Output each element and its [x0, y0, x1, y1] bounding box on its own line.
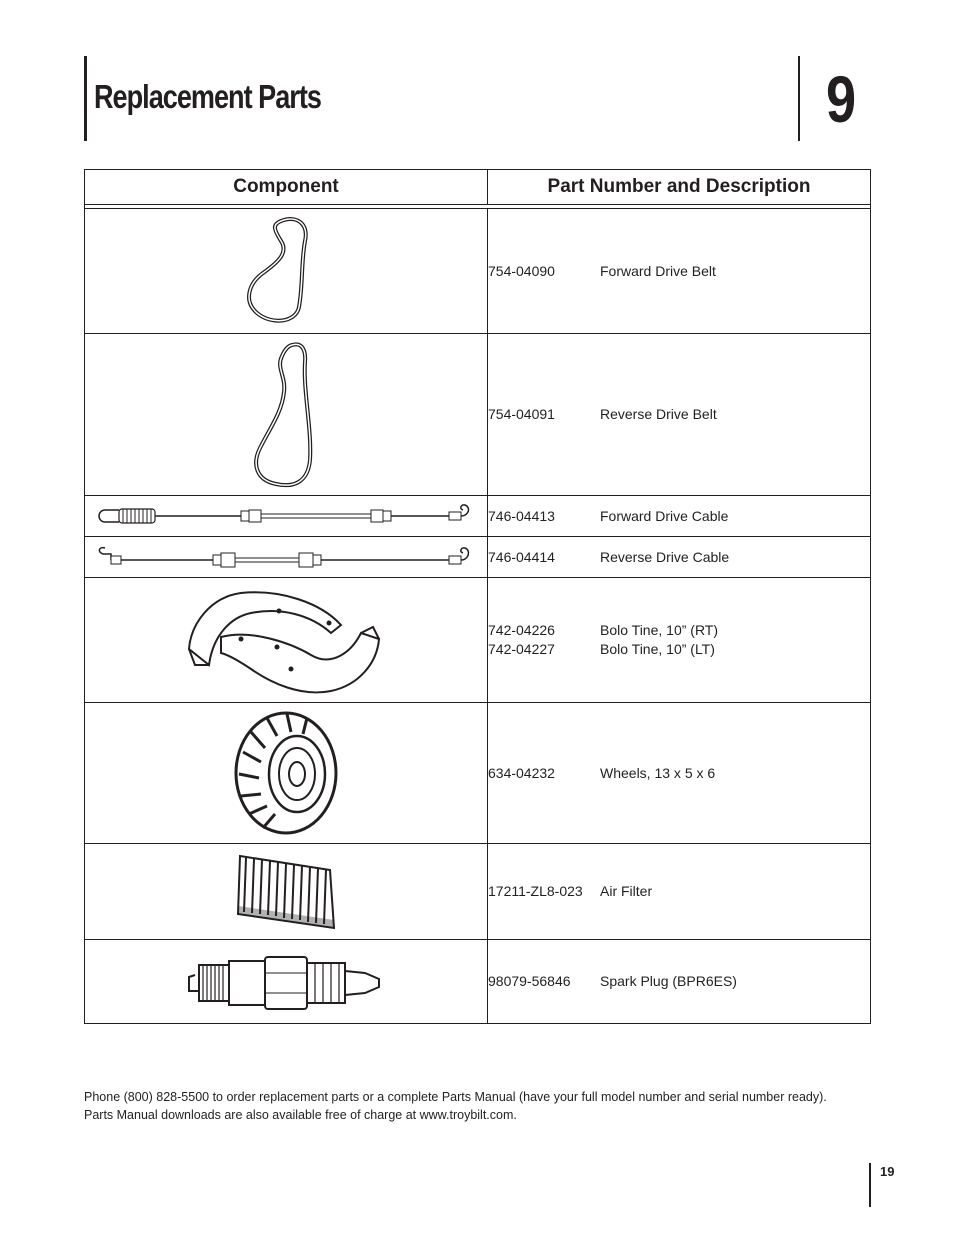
table-row	[85, 496, 871, 537]
component-cell	[85, 703, 488, 844]
page-number-rule	[869, 1163, 871, 1207]
wheel-icon	[231, 708, 341, 838]
part-description: Air Filter	[600, 883, 653, 899]
part-description: Spark Plug (BPR6ES)	[600, 973, 737, 989]
spark-plug-icon	[185, 947, 387, 1017]
part-line	[488, 764, 870, 783]
part-number: 742-04227	[488, 641, 555, 657]
part-line	[488, 507, 870, 526]
component-column-header: Component	[85, 170, 488, 205]
part-cell	[488, 496, 871, 537]
forward-drive-belt-icon	[241, 215, 331, 327]
part-cell	[488, 334, 871, 496]
part-description: Reverse Drive Belt	[600, 406, 717, 422]
component-cell	[85, 537, 488, 578]
part-column-header: Part Number and Description	[488, 170, 871, 205]
part-number: 634-04232	[488, 764, 555, 781]
air-filter-icon	[234, 852, 338, 932]
part-line	[488, 405, 870, 424]
part-line	[488, 640, 870, 659]
part-number: 746-04413	[488, 507, 555, 524]
part-description: Wheels, 13 x 5 x 6	[600, 764, 716, 781]
component-cell	[85, 209, 488, 334]
part-number: 754-04091	[488, 406, 555, 422]
component-cell	[85, 578, 488, 703]
component-cell	[85, 496, 488, 537]
ordering-note-line2: Parts Manual downloads are also available free of charge at www.troybilt.com.	[84, 1108, 517, 1122]
part-number: 754-04090	[488, 262, 555, 279]
chapter-number: 9	[826, 62, 857, 136]
part-cell	[488, 844, 871, 940]
ordering-note-line1: Phone (800) 828-5500 to order replacement parts or a complete Parts Manual (have your full model number and serial number ready).	[84, 1090, 827, 1104]
part-description: Bolo Tine, 10” (RT)	[600, 622, 719, 638]
part-description: Forward Drive Belt	[600, 262, 716, 279]
page-title: Replacement Parts	[94, 78, 321, 115]
component-cell	[85, 940, 488, 1024]
part-number: 746-04414	[488, 548, 555, 565]
table-row	[85, 578, 871, 703]
reverse-drive-belt-icon	[246, 340, 326, 490]
part-line	[488, 548, 870, 567]
table-row	[85, 940, 871, 1024]
part-cell	[488, 940, 871, 1024]
chapter-rule	[798, 56, 800, 141]
part-description: Forward Drive Cable	[600, 507, 729, 524]
bolo-tine-icon	[181, 583, 391, 697]
title-rule	[84, 56, 87, 141]
table-row	[85, 844, 871, 940]
part-description: Bolo Tine, 10” (LT)	[600, 641, 715, 657]
part-line	[488, 972, 870, 991]
part-number: 98079-56846	[488, 973, 571, 989]
part-line	[488, 621, 870, 640]
part-line	[488, 262, 870, 281]
part-line	[488, 882, 870, 901]
component-cell	[85, 334, 488, 496]
table-row	[85, 703, 871, 844]
table-row	[85, 334, 871, 496]
table-row	[85, 209, 871, 334]
part-cell	[488, 537, 871, 578]
part-description: Reverse Drive Cable	[600, 548, 730, 565]
parts-table	[84, 169, 871, 1024]
page-number: 19	[880, 1164, 895, 1179]
reverse-drive-cable-icon	[93, 542, 479, 572]
part-cell	[488, 209, 871, 334]
forward-drive-cable-icon	[93, 501, 479, 531]
component-cell	[85, 844, 488, 940]
part-number: 17211-ZL8-023	[488, 883, 583, 899]
table-header-row	[85, 170, 871, 205]
part-cell	[488, 578, 871, 703]
table-row	[85, 537, 871, 578]
part-cell	[488, 703, 871, 844]
ordering-note	[84, 1088, 884, 1124]
part-number: 742-04226	[488, 622, 555, 638]
